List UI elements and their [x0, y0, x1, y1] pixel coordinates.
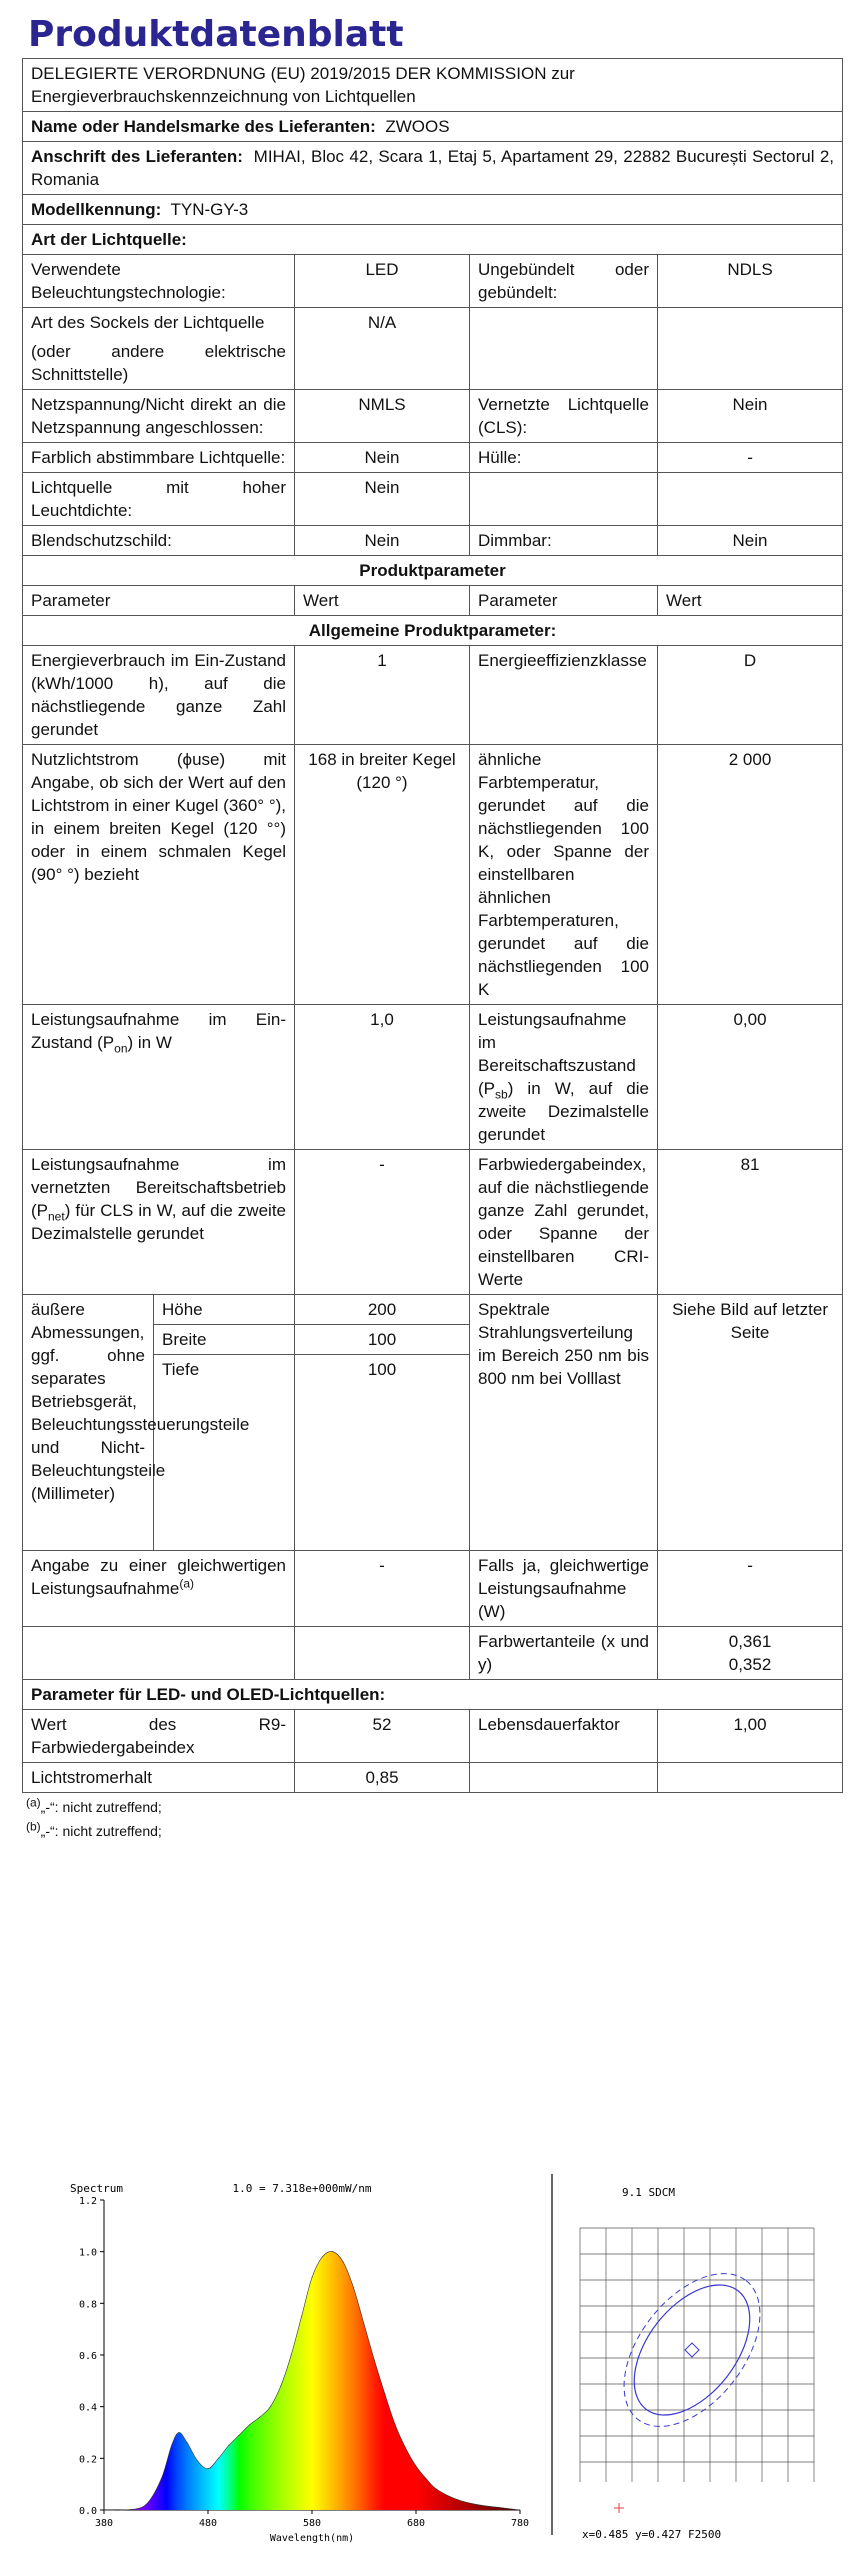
mains-label: Netzspannung/Nicht direkt an die Netzspannung angeschlossen: — [23, 390, 295, 443]
depth-value: 100 — [295, 1355, 470, 1551]
anti-glare-label: Blendschutzschild: — [23, 526, 295, 556]
sdcm-readout: x=0.485 y=0.427 F2500 — [582, 2528, 722, 2541]
equivalent-footnote-mark: (a) — [179, 1576, 195, 1591]
spectrum-point — [332, 2251, 334, 2253]
product-params-heading-row — [23, 556, 843, 586]
y-tick-label: 0.4 — [78, 2402, 97, 2414]
spectrum-point — [124, 2509, 126, 2511]
dimmable-value: Nein — [658, 526, 843, 556]
equivalent-label: Angabe zu einer gleichwertigen Leistungsaufnahme — [31, 1556, 286, 1598]
connected-label: Vernetzte Lichtquelle (CLS): — [470, 390, 658, 443]
colour-tunable-row — [23, 443, 843, 473]
net-standby-subscript: net — [48, 1209, 65, 1224]
height-value: 200 — [295, 1295, 470, 1325]
energy-label: Energieverbrauch im Ein-Zustand (kWh/1000 h), auf die nächstliegende ganze Zahl gerundet — [23, 646, 295, 745]
product-data-table — [22, 58, 843, 1793]
spectrum-point — [405, 2447, 407, 2449]
chromaticity-label: Farbwertanteile (x und y) — [470, 1627, 658, 1680]
spectrum-point — [280, 2385, 282, 2387]
spectrum-scale-note: 1.0 = 7.318e+000mW/nm — [232, 2182, 372, 2195]
footnote-b-text: „-“: nicht zutreffend; — [40, 1823, 162, 1839]
column-header-param: Parameter — [23, 586, 295, 616]
footnote-a — [26, 1795, 842, 1819]
light-source-heading-row — [23, 225, 843, 255]
model-label: Modellkennung: — [31, 200, 162, 219]
connected-value: Nein — [658, 390, 843, 443]
mains-row — [23, 390, 843, 443]
supplier-name-label: Name oder Handelsmarke des Lieferanten: — [31, 117, 376, 136]
cap-label: Art des Sockels der Lichtquelle — [31, 313, 265, 332]
r9-value: 52 — [295, 1710, 470, 1763]
width-value: 100 — [295, 1325, 470, 1355]
spectrum-point — [415, 2465, 417, 2467]
spectrum-point — [374, 2359, 376, 2361]
equivalent-power-value: - — [658, 1551, 843, 1627]
dimension-height-row — [23, 1295, 843, 1325]
y-tick-label: 0.8 — [78, 2299, 97, 2311]
supplier-address-row — [23, 142, 843, 195]
model-row — [23, 195, 843, 225]
spd-value: Siehe Bild auf letzter Seite — [658, 1295, 843, 1551]
standby-value: 0,00 — [658, 1005, 843, 1150]
spectrum-point — [436, 2489, 438, 2491]
height-label: Höhe — [154, 1295, 295, 1325]
supplier-address-label: Anschrift des Lieferanten: — [31, 147, 243, 166]
cap-row — [23, 308, 843, 390]
sdcm-grid — [580, 2228, 814, 2482]
sdcm-title: 9.1 SDCM — [622, 2186, 675, 2199]
efficiency-value: D — [658, 646, 843, 745]
supplier-address-value: MIHAI, Bloc 42, Scara 1, Etaj 5, Apartament 29, 22882 București Sectorul 2, Romania — [31, 147, 835, 189]
spectrum-figure — [62, 2170, 840, 2550]
spectrum-svg — [62, 2170, 840, 2550]
cct-value: 2 000 — [658, 745, 843, 1005]
spectrum-point — [186, 2442, 188, 2444]
x-tick-group — [95, 2510, 529, 2529]
high-luminance-value: Nein — [295, 473, 470, 526]
lumen-maintenance-label: Lichtstromerhalt — [23, 1763, 295, 1793]
spectrum-x-label: Wavelength(nm) — [269, 2533, 355, 2544]
colour-tunable-label: Farblich abstimmbare Lichtquelle: — [23, 443, 295, 473]
survival-value: 1,00 — [658, 1710, 843, 1763]
spectrum-point — [457, 2499, 459, 2501]
standby-label: Leistungsaufnahme im Bereitschaftszustand (P — [478, 1010, 636, 1098]
spd-label: Spektrale Strahlungsverteilung im Bereich 250 nm bis 800 nm bei Volllast — [470, 1295, 658, 1551]
supplier-name-value: ZWOOS — [385, 117, 450, 136]
y-tick-label: 0.0 — [78, 2506, 97, 2517]
spectrum-point — [171, 2445, 173, 2447]
y-tick-label: 0.6 — [78, 2351, 97, 2362]
spectrum-point — [384, 2393, 386, 2395]
spectrum-point — [519, 2509, 521, 2511]
dimensions-label: äußere Abmessungen, ggf. ohne separates Betriebsgerät, Beleuchtungssteuerungsteile und Nicht-Beleuchtungsteile (Millimeter) — [23, 1295, 154, 1551]
mains-value: NMLS — [295, 390, 470, 443]
sdcm-measured-point — [614, 2503, 624, 2513]
column-header-value-2: Wert — [658, 586, 843, 616]
on-power-subscript: on — [114, 1041, 128, 1056]
lumen-maintenance-value: 0,85 — [295, 1763, 470, 1793]
column-header-row — [23, 586, 843, 616]
spectrum-point — [311, 2277, 313, 2279]
spectrum-point — [301, 2315, 303, 2317]
width-label: Breite — [154, 1325, 295, 1355]
technology-value: LED — [295, 255, 470, 308]
dimmable-label: Dimmbar: — [470, 526, 658, 556]
x-tick-label: 480 — [198, 2518, 218, 2529]
on-power-label: Leistungsaufnahme im Ein-Zustand (P — [31, 1010, 286, 1052]
colour-tunable-value: Nein — [295, 443, 470, 473]
anti-glare-row — [23, 526, 843, 556]
standby-suffix: ) in W, auf die zweite Dezimalstelle gerundet — [478, 1079, 649, 1144]
x-tick-label: 780 — [510, 2518, 530, 2529]
on-power-value: 1,0 — [295, 1005, 470, 1150]
chromaticity-row — [23, 1627, 843, 1680]
chromaticity-x: 0,361 — [728, 1632, 772, 1651]
page-title: Produktdatenblatt — [28, 14, 404, 55]
footnote-a-mark: (a) — [26, 1795, 41, 1810]
equivalent-power-label: Falls ja, gleichwertige Leistungsaufnahme (W) — [470, 1551, 658, 1627]
y-tick-label: 0.2 — [78, 2454, 97, 2466]
x-tick-label: 380 — [94, 2518, 114, 2529]
technology-row — [23, 255, 843, 308]
regulation-text: DELEGIERTE VERORDNUNG (EU) 2019/2015 DER KOMMISSION zur Energieverbrauchskennzeichnung von Lichtquellen — [23, 59, 843, 112]
regulation-row — [23, 59, 843, 112]
flux-value: 168 in breiter Kegel (120 °) — [295, 745, 470, 1005]
general-params-heading: Allgemeine Produktparameter: — [23, 616, 843, 646]
survival-label: Lebensdauerfaktor — [470, 1710, 658, 1763]
cri-value: 81 — [658, 1150, 843, 1295]
footnote-b-mark: (b) — [26, 1819, 41, 1834]
cap-value: N/A — [295, 308, 470, 390]
column-header-param-2: Parameter — [470, 586, 658, 616]
on-power-row — [23, 1005, 843, 1150]
net-standby-suffix: ) für CLS in W, auf die zweite Dezimalstelle gerundet — [31, 1201, 286, 1243]
model-value: TYN-GY-3 — [170, 200, 249, 219]
footnotes — [22, 1795, 842, 1843]
net-standby-row — [23, 1150, 843, 1295]
datasheet-page — [22, 12, 842, 1843]
footnote-b — [26, 1819, 842, 1843]
spectrum-point — [259, 2416, 261, 2418]
flux-row — [23, 745, 843, 1005]
spectrum-point — [160, 2478, 162, 2480]
anti-glare-value: Nein — [295, 526, 470, 556]
cct-label: ähnliche Farbtemperatur, gerundet auf die nächstliegenden 100 K, oder Spanne der einstellbaren ähnlichen Farbtemperaturen, gerundet auf die nächstliegenden 100 K — [470, 745, 658, 1005]
net-standby-value: - — [295, 1150, 470, 1295]
x-tick-label: 580 — [302, 2518, 322, 2529]
flux-label: Nutzlichtstrom (ϕuse) mit Angabe, ob sich der Wert auf den Lichtstrom in einer Kugel (360° °), in einem breiten Kegel (120 °°) oder in einem schmalen Kegel (90° °) bezieht — [23, 745, 295, 1005]
spectrum-point — [197, 2460, 199, 2462]
spectrum-point — [145, 2504, 147, 2506]
spectrum-point — [363, 2323, 365, 2325]
supplier-name-row — [23, 112, 843, 142]
general-params-heading-row — [23, 616, 843, 646]
technology-label: Verwendete Beleuchtungstechnologie: — [23, 255, 295, 308]
product-params-heading: Produktparameter — [23, 556, 843, 586]
cri-label: Farbwiedergabeindex, auf die nächstliegende ganze Zahl gerundet, oder Spanne der einstellbaren CRI-Werte — [470, 1150, 658, 1295]
efficiency-label: Energieeffizienzklasse — [470, 646, 658, 745]
y-tick-group — [79, 2196, 104, 2517]
lumen-maintenance-row — [23, 1763, 843, 1793]
high-luminance-row — [23, 473, 843, 526]
energy-row — [23, 646, 843, 745]
high-luminance-label: Lichtquelle mit hoher Leuchtdichte: — [23, 473, 295, 526]
column-header-value: Wert — [295, 586, 470, 616]
spectrum-point — [394, 2424, 396, 2426]
spectrum-point — [498, 2507, 500, 2509]
spectrum-title: Spectrum — [70, 2182, 123, 2195]
spectrum-point — [353, 2287, 355, 2289]
spectrum-point — [290, 2354, 292, 2356]
led-heading-row — [23, 1680, 843, 1710]
standby-subscript: sb — [495, 1087, 508, 1102]
spectrum-point — [207, 2468, 209, 2470]
spectrum-point — [478, 2504, 480, 2506]
chromaticity-y: 0,352 — [728, 1655, 772, 1674]
envelope-value: - — [658, 443, 843, 473]
x-tick-label: 680 — [406, 2518, 426, 2529]
spectrum-point — [426, 2478, 428, 2480]
energy-value: 1 — [295, 646, 470, 745]
r9-row — [23, 1710, 843, 1763]
light-source-heading: Art der Lichtquelle: — [23, 225, 843, 255]
y-tick-label: 1.0 — [78, 2247, 97, 2259]
spectrum-point — [228, 2445, 230, 2447]
led-params-heading: Parameter für LED- und OLED-Lichtquellen: — [23, 1680, 843, 1710]
net-standby-label: Leistungsaufnahme im vernetzten Bereitschaftsbetrieb (P — [31, 1155, 286, 1220]
directional-value: NDLS — [658, 255, 843, 308]
depth-label: Tiefe — [154, 1355, 295, 1551]
footnote-a-text: „-“: nicht zutreffend; — [40, 1799, 162, 1815]
spectrum-point — [270, 2406, 272, 2408]
spectrum-point — [218, 2458, 220, 2460]
on-power-suffix: ) in W — [127, 1033, 172, 1052]
equivalent-row — [23, 1551, 843, 1627]
spectrum-point — [322, 2256, 324, 2258]
y-tick-label: 1.2 — [78, 2196, 97, 2207]
directional-label: Ungebündelt oder gebündelt: — [470, 255, 658, 308]
spectrum-point — [103, 2509, 105, 2511]
spectrum-point — [178, 2432, 180, 2434]
spectrum-point — [342, 2261, 344, 2263]
sdcm-center-marker — [685, 2343, 699, 2357]
envelope-label: Hülle: — [470, 443, 658, 473]
spectrum-point — [249, 2424, 251, 2426]
equivalent-value: - — [295, 1551, 470, 1627]
cap-label-2: (oder andere elektrische Schnittstelle) — [31, 342, 286, 384]
spectrum-point — [238, 2434, 240, 2436]
r9-label: Wert des R9-Farbwiedergabeindex — [23, 1710, 295, 1763]
